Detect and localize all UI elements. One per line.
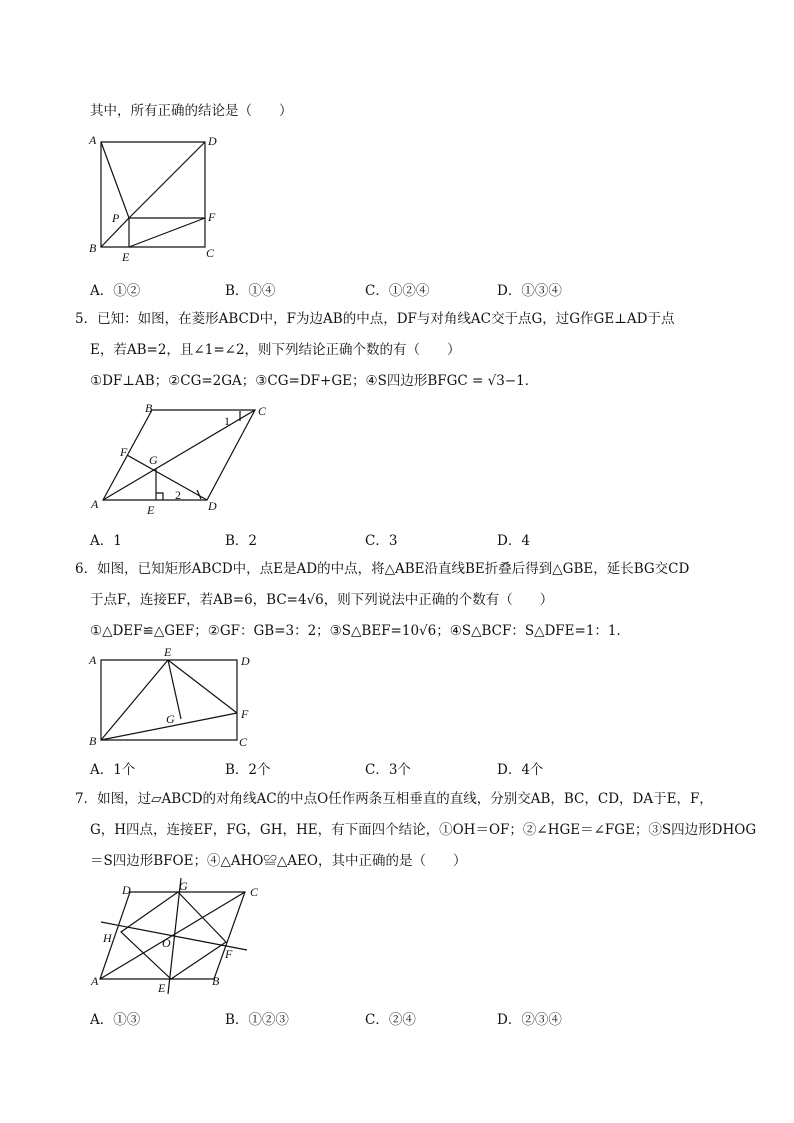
q5-option-b[interactable]: B．2 (225, 533, 258, 549)
q4-segment-ef (129, 218, 205, 247)
q5-label-angle-1: 1 (224, 414, 230, 428)
q6-label-f: F (241, 707, 249, 721)
q7-label-a: A (91, 974, 99, 988)
q6-label-c: C (239, 735, 248, 749)
q5-label-b: B (145, 401, 153, 415)
q6-segment-be (101, 660, 168, 740)
q6-line-1: 6．如图，已知矩形ABCD中，点E是AD的中点，将△ABE沿直线BE折叠后得到△GBE，延长BG交CD (75, 561, 690, 577)
q7-option-b[interactable]: B．①②③ (225, 1012, 289, 1028)
q4-option-d[interactable]: D．①③④ (497, 283, 562, 299)
q6-label-e: E (164, 645, 172, 659)
q4-label-b: B (89, 241, 97, 255)
q6-line-3: ①△DEF≌△GEF；②GF：GB=3：2；③S△BEF=10√6；④S△BCF：S△DFE=1：1． (90, 623, 630, 639)
q5-label-f: F (120, 445, 128, 459)
q4-option-c[interactable]: C．①②④ (365, 283, 430, 299)
q6-label-a: A (89, 653, 97, 667)
q7-line-2: G，H四点，连接EF，FG，GH，HE，有下面四个结论，①OH＝OF；②∠HGE＝∠FGE；③S四边形DHOG (90, 822, 757, 838)
q5-right-angle-mark (156, 493, 163, 500)
q5-option-c[interactable]: C．3 (365, 533, 398, 549)
q6-line-2: 于点F，连接EF，若AB=6，BC=4√6，则下列说法中正确的个数有（ ） (90, 592, 554, 608)
q7-label-g: G (179, 879, 188, 893)
q6-option-b[interactable]: B．2个 (225, 762, 271, 778)
q4-segment-dp (129, 142, 205, 218)
q6-rectangle (101, 660, 237, 740)
q5-label-g: G (149, 453, 158, 467)
q5-option-a[interactable]: A．1 (90, 533, 122, 549)
q7-option-c[interactable]: C．②④ (365, 1012, 416, 1028)
q5-label-c: C (258, 404, 267, 418)
q4-option-a[interactable]: A．①② (90, 283, 141, 299)
q5-option-d[interactable]: D．4 (497, 533, 530, 549)
q4-tail-text: 其中，所有正确的结论是（ ） (90, 103, 293, 119)
q6-option-a[interactable]: A．1个 (90, 762, 136, 778)
q7-label-d: D (122, 883, 131, 897)
q5-figure (85, 398, 285, 518)
q7-option-d[interactable]: D．②③④ (497, 1012, 562, 1028)
q6-label-d: D (241, 654, 250, 668)
q7-label-e: E (158, 981, 166, 995)
q7-line-1: 7．如图，过▱ABCD的对角线AC的中点O任作两条互相垂直的直线，分别交AB，BC，CD，DA于E，F， (75, 791, 713, 807)
q7-label-b: B (212, 974, 220, 988)
q5-line-3: ①DF⊥AB；②CG=2GA；③CG=DF+GE；④S四边形BFGC = √3−1． (90, 373, 539, 389)
q4-option-b[interactable]: B．①④ (225, 283, 276, 299)
q4-segment-ap (101, 142, 129, 218)
q4-label-a: A (89, 133, 97, 147)
q5-label-angle-2: 2 (175, 488, 181, 502)
q7-option-a[interactable]: A．①③ (90, 1012, 141, 1028)
q4-label-p: P (112, 211, 120, 225)
q7-label-c: C (250, 885, 259, 899)
q7-label-o: O (162, 936, 171, 950)
q6-label-g: G (166, 712, 175, 726)
q4-figure (85, 130, 235, 265)
q5-label-e: E (147, 503, 155, 517)
q4-label-e: E (122, 250, 130, 264)
q5-line-2: E，若AB=2，且∠1=∠2，则下列结论正确个数的有（ ） (90, 342, 461, 358)
q7-line-3: ＝S四边形BFOE；④△AHO≌△AEO，其中正确的是（ ） (90, 853, 467, 869)
q4-label-f: F (208, 210, 216, 224)
q6-option-d[interactable]: D．4个 (497, 762, 544, 778)
q6-option-c[interactable]: C．3个 (365, 762, 411, 778)
q6-label-b: B (89, 734, 97, 748)
q5-line-1: 5．已知：如图，在菱形ABCD中，F为边AB的中点，DF与对角线AC交于点G，过G作GE⊥AD于点 (75, 311, 675, 327)
q4-label-d: D (208, 134, 217, 148)
q6-figure (85, 645, 275, 753)
q5-label-d: D (208, 499, 217, 513)
q7-label-h: H (103, 931, 112, 945)
q4-label-c: C (206, 246, 215, 260)
q5-label-a: A (91, 497, 99, 511)
q7-figure (85, 872, 265, 997)
q7-label-f: F (225, 947, 233, 961)
